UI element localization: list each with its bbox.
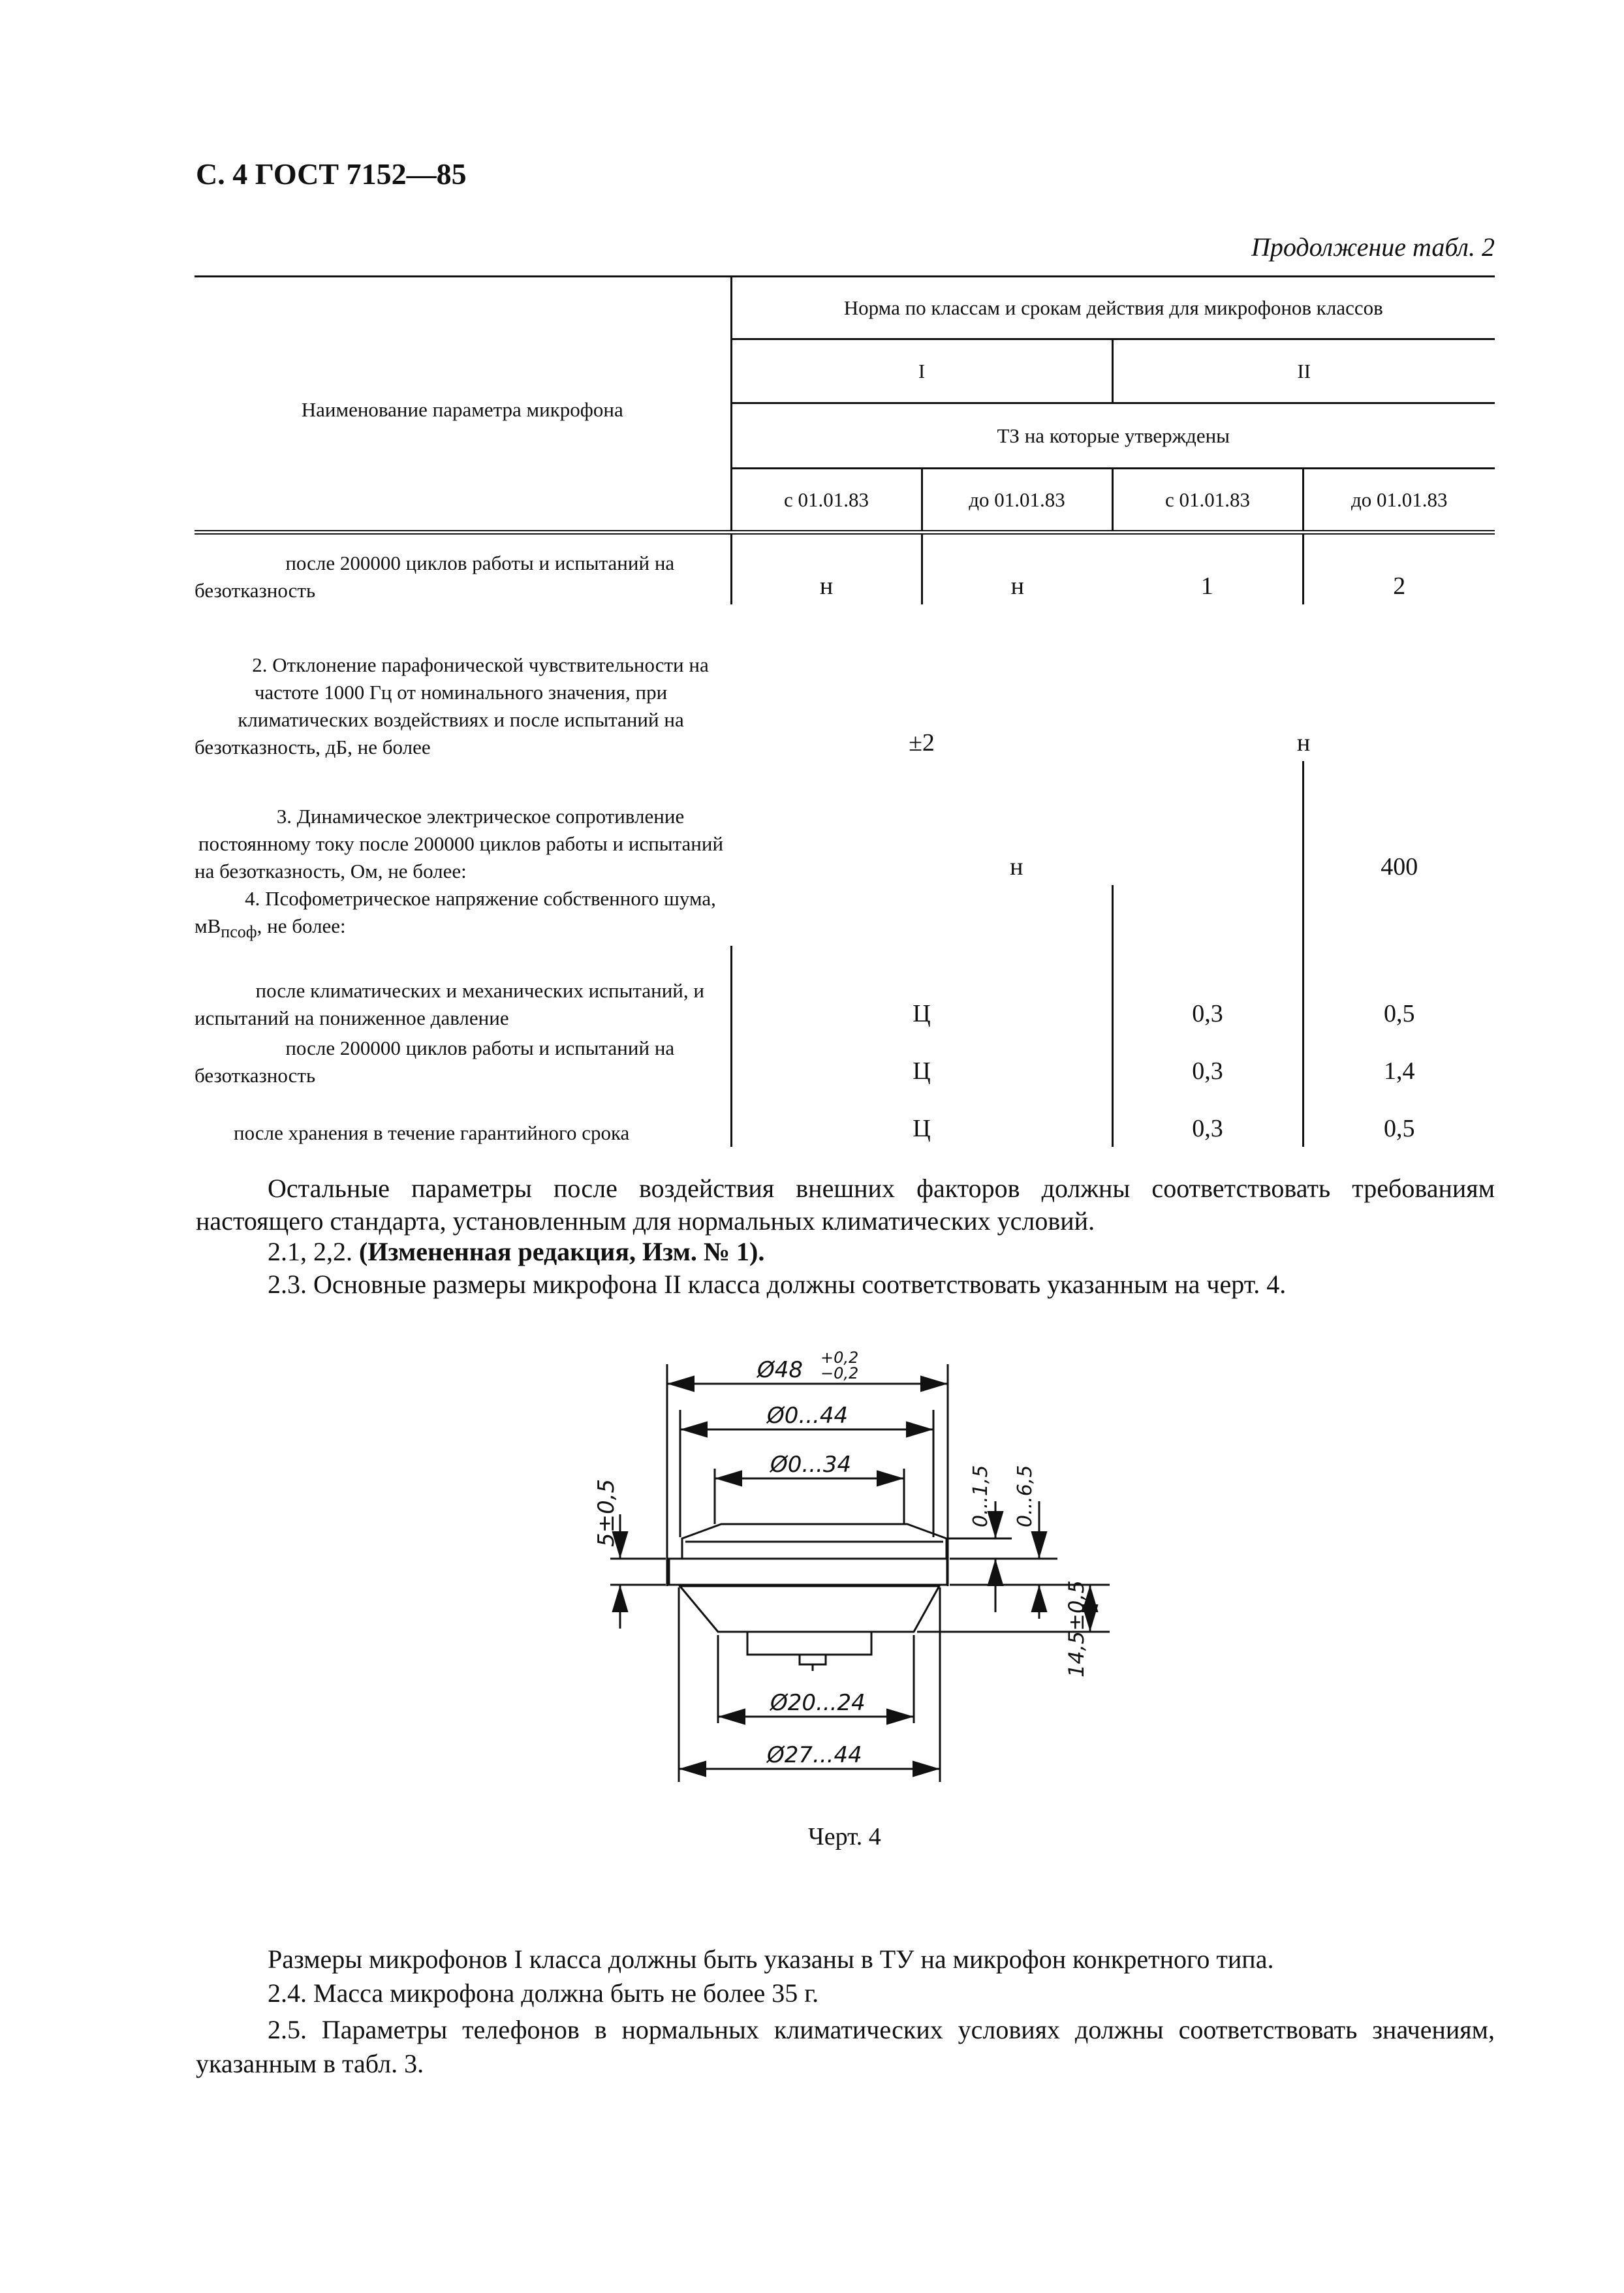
dim-d27-44: Ø27...44 xyxy=(767,1742,862,1768)
paragraph-2-5: 2.5. Параметры телефонов в нормальных климатических условиях должны соответствовать значениям, указанным в табл. 3. xyxy=(196,2015,1495,2078)
row-3-text: 3. Динамическое электрическое сопротивление постоянному току после 200000 циклов работы и испытаний на безотказность, Ом, не более: xyxy=(195,804,724,882)
row-2-value-class-I: ±2 xyxy=(909,728,935,757)
row-4-subscript: псоф xyxy=(221,922,257,941)
row-4-text-b: , не более: xyxy=(257,914,346,937)
tz-header: ТЗ на которые утверждены xyxy=(731,403,1495,469)
dim-height-0-1-5: 0...1,5 xyxy=(969,1465,992,1527)
row-4b-value-3: 0,3 xyxy=(1112,1032,1303,1089)
row-4-text-a: 4. Псофометрическое напряжение собственного шума, мВ xyxy=(195,886,716,937)
row-a-value-2: н xyxy=(922,533,1112,604)
paragraph-2-3: 2.3. Основные размеры микрофона II класса должны соответствовать указанным на черт. 4. xyxy=(268,1270,1287,1299)
dim-height-14-5: 14,5±0,5 xyxy=(1064,1580,1089,1677)
col-header-4: до 01.01.83 xyxy=(1303,469,1495,533)
row-a-value-3: 1 xyxy=(1200,572,1213,600)
row-4b-value-class-I: Ц xyxy=(731,1032,1112,1089)
row-4a-value-4: 0,5 xyxy=(1303,946,1495,1032)
param-name-header: Наименование параметра микрофона xyxy=(195,277,731,533)
row-4b-value-4: 1,4 xyxy=(1303,1032,1495,1089)
dim-d48: Ø48 xyxy=(757,1357,804,1383)
row-4c-value-3: 0,3 xyxy=(1112,1089,1303,1147)
col-header-3: с 01.01.83 xyxy=(1112,469,1303,533)
row-3-name xyxy=(195,761,731,885)
row-4c-value-4: 0,5 xyxy=(1303,1089,1495,1147)
parameters-table xyxy=(195,275,1495,1147)
row-3-value-cols-1-3: н xyxy=(1010,852,1023,881)
dim-d48-tol-minus: −0,2 xyxy=(820,1364,859,1382)
row-2-text: 2. Отклонение парафонической чувствительности на частоте 1000 Гц от номинального значения, при климатических воздействиях и после испытаний на безотказность, дБ, не более xyxy=(195,653,709,758)
dim-height-5: 5±0,5 xyxy=(593,1478,619,1547)
col-header-2: до 01.01.83 xyxy=(922,469,1112,533)
row-4c-text: после хранения в течение гарантийного срока xyxy=(234,1121,630,1144)
dim-d0-44: Ø0...44 xyxy=(767,1403,849,1429)
dim-d20-24: Ø20...24 xyxy=(770,1690,866,1716)
row-2-name xyxy=(195,604,731,761)
dim-d48-tol-plus: +0,2 xyxy=(820,1349,859,1367)
page-header: С. 4 ГОСТ 7152—85 xyxy=(196,157,467,191)
table-continuation-label: Продолжение табл. 2 xyxy=(1251,232,1495,262)
paragraph-class-I-sizes: Размеры микрофонов I класса должны быть указаны в ТУ на микрофон конкретного типа. xyxy=(268,1944,1274,1974)
microphone-drawing xyxy=(561,1345,1149,1802)
row-a-value-4: 2 xyxy=(1303,533,1495,604)
row-4b-name xyxy=(195,1032,731,1089)
col-header-1: с 01.01.83 xyxy=(731,469,922,533)
row-a-text: после 200000 циклов работы и испытаний на безотказность xyxy=(195,551,675,602)
paragraph-2-4: 2.4. Масса микрофона должна быть не более 35 г. xyxy=(268,1978,819,2008)
row-4a-name xyxy=(195,946,731,1032)
row-4-name xyxy=(195,885,731,946)
paragraph-revision xyxy=(268,1238,1495,1266)
row-4b-text: после 200000 циклов работы и испытаний на безотказность xyxy=(195,1036,675,1087)
row-a-name xyxy=(195,533,731,604)
dim-d0-34: Ø0...34 xyxy=(770,1452,852,1478)
row-a-value-1: н xyxy=(731,533,922,604)
revision-note: (Измененная редакция, Изм. № 1). xyxy=(359,1237,765,1266)
norm-header: Норма по классам и срокам действия для микрофонов классов xyxy=(731,277,1495,339)
row-4c-value-class-I: Ц xyxy=(731,1089,1112,1147)
row-4a-value-class-I: Ц xyxy=(731,946,1112,1032)
row-4a-value-3: 0,3 xyxy=(1112,946,1303,1032)
dim-height-0-6-5: 0...6,5 xyxy=(1014,1465,1037,1527)
row-2-value-class-II: н xyxy=(1296,728,1311,757)
class-II-header: II xyxy=(1112,339,1495,403)
row-4a-text: после климатических и механических испытаний, и испытаний на пониженное давление xyxy=(195,978,704,1029)
row-3-value-4: 400 xyxy=(1303,761,1495,885)
figure-caption: Черт. 4 xyxy=(808,1823,881,1850)
revision-numbers: 2.1, 2,2. xyxy=(268,1237,359,1266)
row-4c-name xyxy=(195,1089,731,1147)
paragraph-other-params: Остальные параметры после воздействия внешних факторов должны соответствовать требованиям настоящего стандарта, установленным для нормальных климатических условий. xyxy=(196,1174,1495,1236)
class-I-header: I xyxy=(731,339,1112,403)
